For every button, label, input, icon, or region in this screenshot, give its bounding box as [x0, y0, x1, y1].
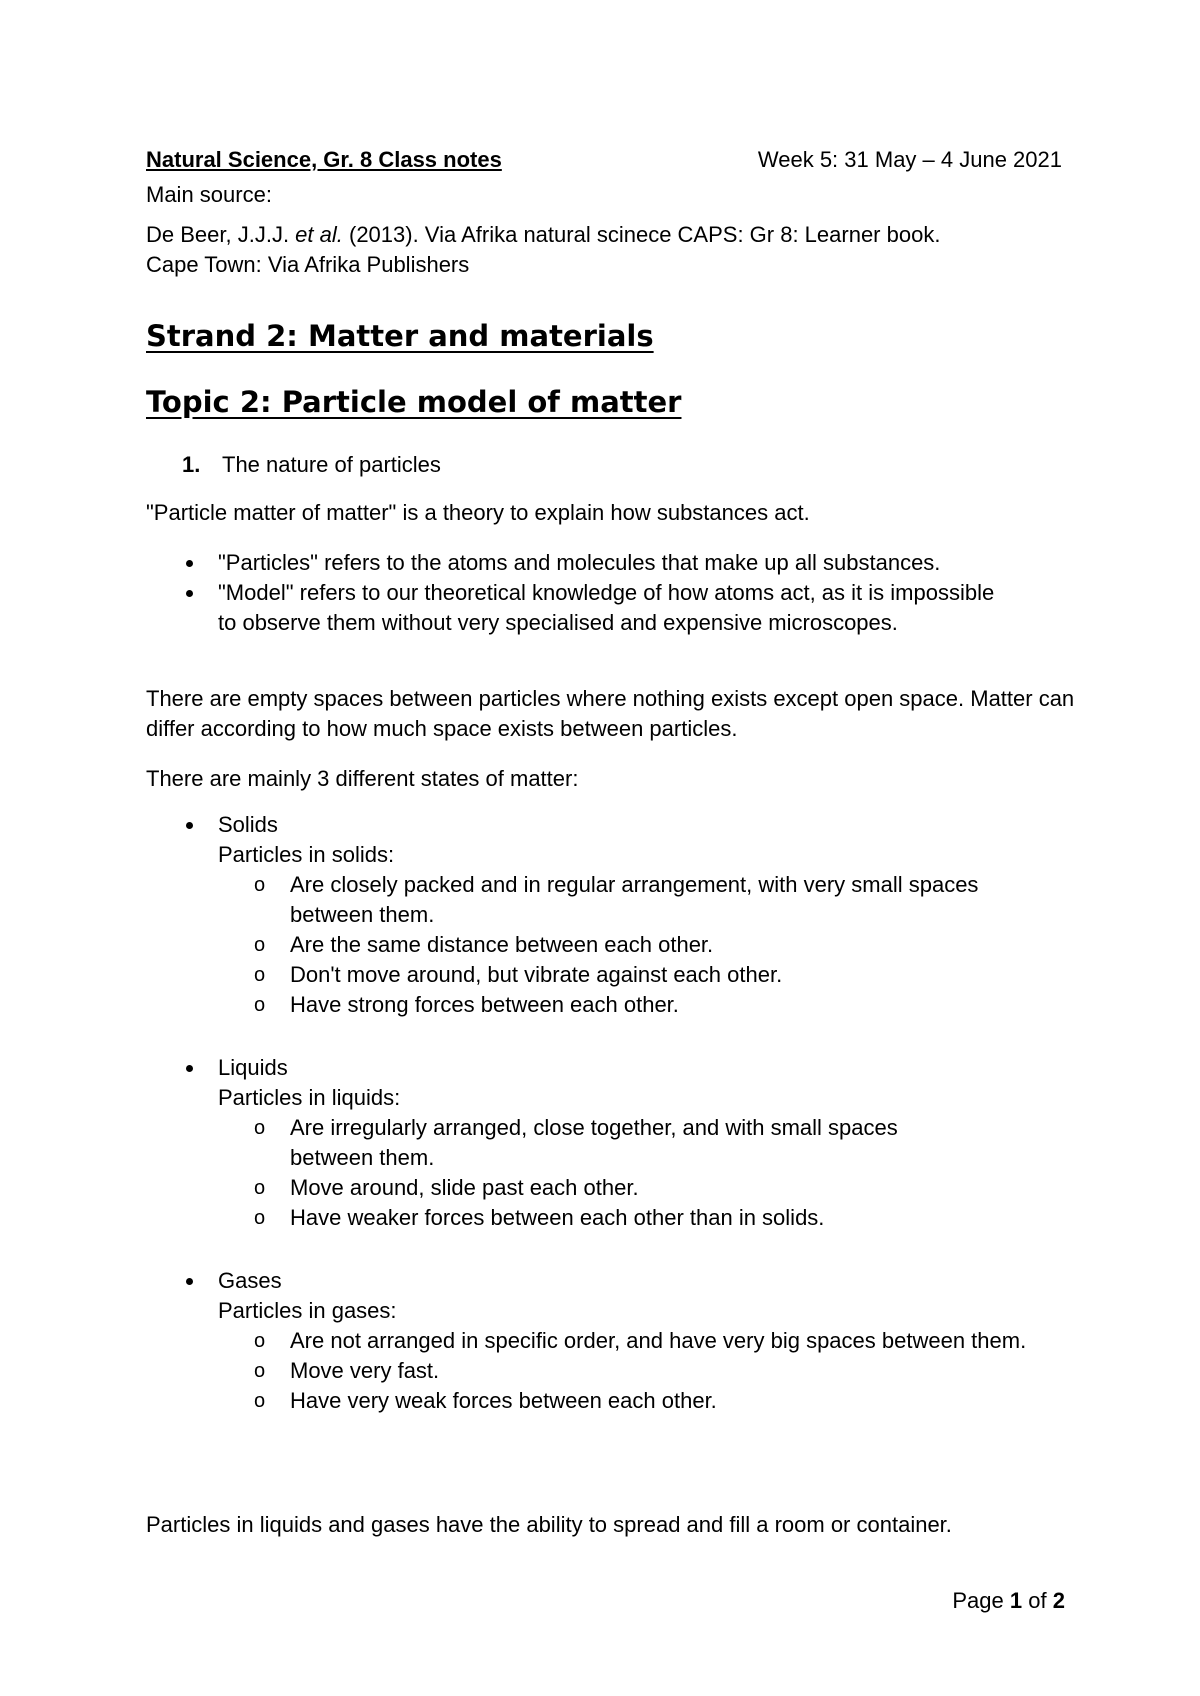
state-name: Liquids: [218, 1055, 288, 1080]
list-item: o Are closely packed and in regular arrangement, with very small spaces between them.: [218, 870, 1036, 930]
section-heading: [146, 450, 1066, 480]
page-word: Page: [952, 1588, 1004, 1613]
state-name: Solids: [218, 812, 278, 837]
total-pages: 2: [1052, 1588, 1065, 1613]
state-sub-label: Particles in solids:: [218, 842, 395, 867]
list-item: o Don't move around, but vibrate against each other.: [218, 960, 1036, 990]
list-item: o Have weaker forces between each other than in solids.: [218, 1203, 986, 1233]
list-item: o Move around, slide past each other.: [218, 1173, 986, 1203]
section-number: 1.: [182, 452, 201, 477]
list-item: o Are the same distance between each other.: [218, 930, 1036, 960]
list-item: o Have strong forces between each other.: [218, 990, 1036, 1020]
list-item: o Move very fast.: [218, 1356, 1036, 1386]
page-footer: [952, 1586, 1065, 1616]
of-word: of: [1028, 1588, 1047, 1613]
topic-heading: Topic 2: Particle model of matter: [146, 385, 682, 419]
state-sub-label: Particles in liquids:: [218, 1085, 401, 1110]
list-item: "Model" refers to our theoretical knowledge of how atoms act, as it is impossible to observe them without very specialised and expensive microscopes.: [146, 578, 1066, 638]
strand-heading: Strand 2: Matter and materials: [146, 319, 654, 353]
document-title: Natural Science, Gr. 8 Class notes: [146, 147, 502, 172]
state-gases: [146, 1266, 1066, 1416]
state-liquids: [146, 1053, 1066, 1233]
list-item: "Particles" refers to the atoms and molecules that make up all substances.: [146, 548, 1066, 578]
states-intro: There are mainly 3 different states of matter:: [146, 766, 579, 791]
source-label: Main source:: [146, 182, 272, 207]
closing-paragraph: Particles in liquids and gases have the ability to spread and fill a room or container.: [146, 1512, 952, 1537]
citation-publisher: Cape Town: Via Afrika Publishers: [146, 252, 470, 277]
current-page: 1: [1009, 1588, 1023, 1613]
list-item: o Are not arranged in specific order, and have very big spaces between them.: [218, 1326, 1036, 1356]
document-header: [146, 145, 1062, 175]
week-range: Week 5: 31 May – 4 June 2021: [757, 147, 1062, 172]
source-citation: [146, 220, 1066, 280]
citation-et-al: et al.: [295, 222, 343, 247]
state-solids: [146, 810, 1066, 1020]
spaces-paragraph: There are empty spaces between particles where nothing exists except open space. Matter can differ according to how much space exists between particles.: [146, 686, 1075, 741]
state-name: Gases: [218, 1268, 282, 1293]
citation-title: (2013). Via Afrika natural scinece CAPS: Gr 8: Learner book.: [342, 222, 941, 247]
state-sub-label: Particles in gases:: [218, 1298, 397, 1323]
list-item: o Have very weak forces between each other.: [218, 1386, 1036, 1416]
citation-authors: De Beer, J.J.J.: [146, 222, 296, 247]
list-item: o Are irregularly arranged, close together, and with small spaces between them.: [218, 1113, 986, 1173]
section-title: The nature of particles: [222, 452, 441, 477]
definitions-list: [146, 548, 1066, 638]
intro-paragraph: "Particle matter of matter" is a theory to explain how substances act.: [146, 500, 810, 525]
